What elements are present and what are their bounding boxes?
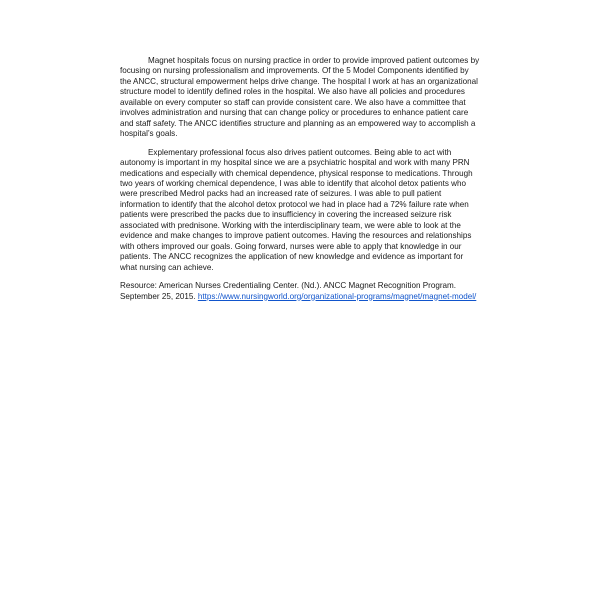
resource-citation-text: Resource: American Nurses Credentialing Center. (Nd.). ANCC Magnet Recognition Program. September 25, 2015. <box>120 281 457 301</box>
paragraph-professional-focus: Explementary professional focus also drives patient outcomes. Being able to act with autonomy is important in my hospital since we are a psychiatric hospital and work with many PRN medications and especially with chemical dependence, physical response to medications. Through two years of working chemical dependence, I was able to identify that alcohol detox patients who were prescribed Medrol packs had an increased rate of seizures. I was able to pull patient information to identify that the alcohol detox protocol we had in place had a 72% failure rate when patients were prescribed the packs due to insufficiency in covering the increased seizure risk associated with prednisone. Working with the interdisciplinary team, we were able to look at the evidence and make changes to improve patient outcomes. Having the resources and relationships with others improved our goals. Going forward, nurses were able to apply that knowledge in our patients. The ANCC recognizes the application of new knowledge and evidence as important for what nursing can achieve. <box>120 147 473 272</box>
resource-link[interactable]: https://www.nursingworld.org/organizational-programs/magnet/magnet-model/ <box>197 291 477 301</box>
paragraph-magnet-hospitals: Magnet hospitals focus on nursing practice in order to provide improved patient outcomes by focusing on nursing professionalism and improvements. Of the 5 Model Components identified by the ANCC, structural empowerment helps drive change. The hospital I work at has an organizational structure model to identify defined roles in the hospital. We also have all policies and procedures available on every computer so staff can provide consistent care. We also have a committee that involves administration and nursing that can change policy or procedures to enhance patient care and staff safety. The ANCC identifies structure and planning as an empowered way to accomplish a hospital’s goals. <box>120 56 480 139</box>
resource-citation <box>120 281 482 302</box>
document-body <box>120 56 482 302</box>
